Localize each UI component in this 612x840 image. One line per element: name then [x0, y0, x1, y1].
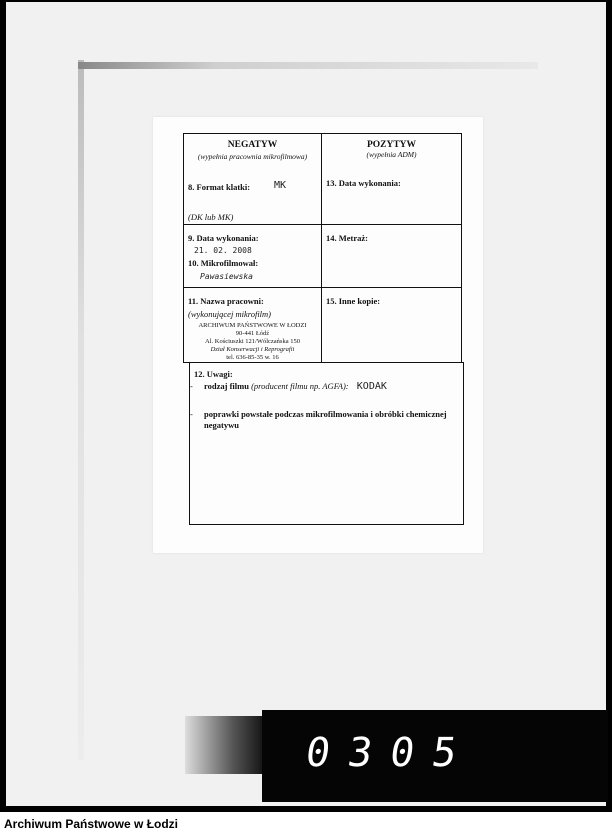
cell-nazwa-pracowni	[183, 287, 322, 363]
cell-negatyw	[183, 133, 322, 225]
stamp-line: 90-441 Łódź	[235, 330, 270, 337]
field-8-value: MK	[274, 180, 287, 191]
pozytyw-title: POZYTYW	[366, 140, 417, 150]
pozytyw-subtitle: (wypełnia ADM)	[366, 150, 417, 159]
field-10-label: 10. Mikrofilmował:	[188, 258, 259, 268]
cell-data-mikrofilmowal	[183, 224, 322, 288]
cell-metraz	[321, 224, 462, 288]
field-11-label: 11. Nazwa pracowni:	[188, 296, 264, 306]
stamp-line: Dział Konserwacji i Reprografii	[210, 346, 295, 353]
stamp-line: ARCHIWUM PAŃSTWOWE W ŁODZI	[198, 322, 307, 329]
footer-archive-name: Archiwum Państwowe w Łodzi	[4, 817, 179, 831]
stamp-line: tel. 636-85-35 w. 16	[226, 354, 279, 361]
uwagi-item-1-rest: (producent filmu np. AGFA):	[251, 381, 349, 391]
negatyw-subtitle: (wypełnia pracownia mikrofilmowa)	[197, 152, 308, 161]
field-9-label: 9. Data wykonania:	[188, 233, 259, 243]
uwagi-item-2: poprawki powstałe podczas mikrofilmowania i obróbki chemicznej negatywu	[204, 409, 447, 430]
uwagi-item-1	[204, 381, 444, 392]
negatyw-title: NEGATYW	[227, 140, 278, 150]
counter-edge-shadow	[185, 716, 265, 774]
archive-stamp	[184, 322, 321, 362]
footer-bar	[0, 812, 612, 840]
cell-uwagi	[189, 362, 464, 525]
microfilm-form	[183, 133, 463, 525]
page-edge-shadow	[78, 60, 84, 760]
field-10-value: Pawasiewska	[200, 272, 253, 281]
page-top-shadow	[78, 62, 538, 69]
bullet-2: -	[190, 409, 193, 419]
field-13-label: 13. Data wykonania:	[326, 178, 401, 188]
field-15-label: 15. Inne kopie:	[326, 296, 381, 306]
bullet-1: -	[190, 381, 193, 391]
field-9-value: 21. 02. 2008	[194, 246, 252, 255]
field-14-label: 14. Metraż:	[326, 233, 369, 243]
frame-counter-panel	[262, 710, 608, 802]
cell-pozytyw	[321, 133, 462, 225]
field-11-subtitle: (wykonującej mikrofilm)	[188, 309, 272, 319]
stamp-line: Al. Kościuszki 121/Wólczańska 150	[205, 338, 300, 345]
cell-inne-kopie	[321, 287, 462, 363]
uwagi-item-1-bold: rodzaj filmu	[204, 381, 249, 391]
field-8-hint: (DK lub MK)	[188, 212, 234, 222]
frame-counter: 0305	[302, 730, 478, 776]
field-8-label: 8. Format klatki:	[188, 182, 251, 192]
uwagi-item-1-value: KODAK	[356, 381, 387, 392]
field-12-label: 12. Uwagi:	[194, 369, 233, 379]
